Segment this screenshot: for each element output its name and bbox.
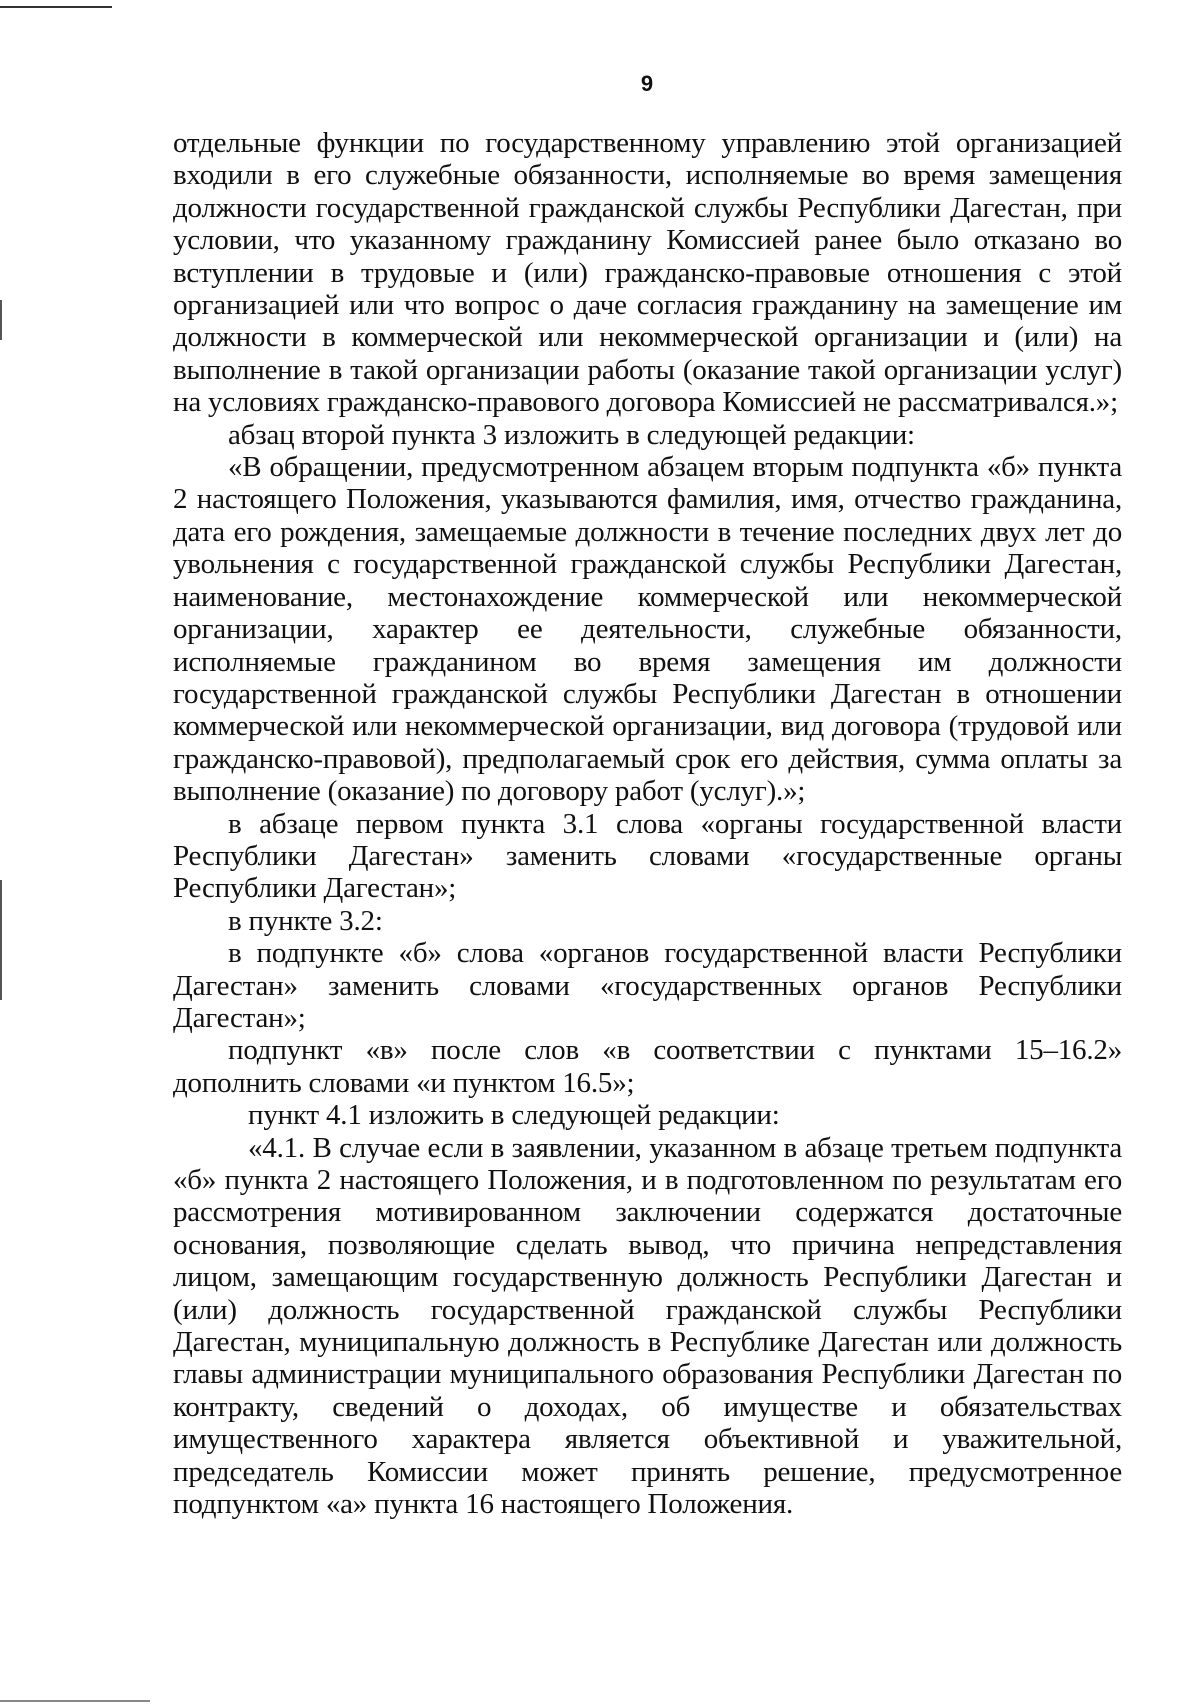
paragraph: подпункт «в» после слов «в соответствии с пунктами 15–16.2» дополнить словами «и пунктом 16.5»; bbox=[173, 1034, 1122, 1099]
paragraph: в абзаце первом пункта 3.1 слова «органы государственной власти Республики Дагестан» заменить словами «государственные органы Республики Дагестан»; bbox=[173, 807, 1122, 905]
scan-edge-mark-left bbox=[0, 880, 2, 1000]
paragraph: абзац второй пункта 3 изложить в следующей редакции: bbox=[228, 418, 915, 451]
paragraph: в подпункте «б» слова «органов государственной власти Республики Дагестан» заменить словами «государственных органов Республики Дагестан»; bbox=[173, 937, 1122, 1034]
paragraph: «4.1. В случае если в заявлении, указанном в абзаце третьем подпункта «б» пункта 2 настоящего Положения, и в подготовленном по результатам его рассмотрения мотивированном заключении содержатся достаточные основания, позволяющие сделать вывод, что причина непредставления лицом, замещающим государственную должность Республики Дагестан и (или) должность государственной гражданской службы Республики Дагестан, муниципальную должность в Республике Дагестан или должность главы администрации муниципального образования Республики Дагестан по контракту, сведений о доходах, об имуществе и обязательствах имущественного характера является объективной и уважительной, председатель Комиссии может принять решение, предусмотренное подпунктом «а» пункта 16 настоящего Положения. bbox=[173, 1131, 1122, 1521]
scan-edge-mark-top bbox=[0, 6, 112, 8]
scan-edge-mark-bottom bbox=[0, 1700, 150, 1702]
document-body bbox=[173, 127, 1122, 1520]
paragraph: отдельные функции по государственному управлению этой организацией входили в его служебные обязанности, исполняемые во время замещения должности государственной гражданской службы Республики Дагестан, при условии, что указанному гражданину Комиссией ранее было отказано во вступлении в трудовые и (или) гражданско-правовые отношения с этой организацией или что вопрос о даче согласия гражданину на замещение им должности в коммерческой или некоммерческой организации и (или) на выполнение в такой организации работы (оказание такой организации услуг) на условиях гражданско-правового договора Комиссией не рассматривался.»; bbox=[173, 127, 1122, 419]
page-number: 9 bbox=[640, 71, 654, 96]
paragraph: в пункте 3.2: bbox=[228, 904, 383, 937]
paragraph: пункт 4.1 изложить в следующей редакции: bbox=[248, 1099, 780, 1132]
scan-edge-mark-left bbox=[0, 300, 2, 340]
paragraph: «В обращении, предусмотренном абзацем вторым подпункта «б» пункта 2 настоящего Положения, указываются фамилия, имя, отчество гражданина, дата его рождения, замещаемые должности в течение последних двух лет до увольнения с государственной гражданской службы Республики Дагестан, наименование, местонахождение коммерческой или некоммерческой организации, характер ее деятельности, служебные обязанности, исполняемые гражданином во время замещения им должности государственной гражданской службы Республики Дагестан в отношении коммерческой или некоммерческой организации, вид договора (трудовой или гражданско-правовой), предполагаемый срок его действия, сумма оплаты за выполнение (оказание) по договору работ (услуг).»; bbox=[173, 451, 1122, 808]
